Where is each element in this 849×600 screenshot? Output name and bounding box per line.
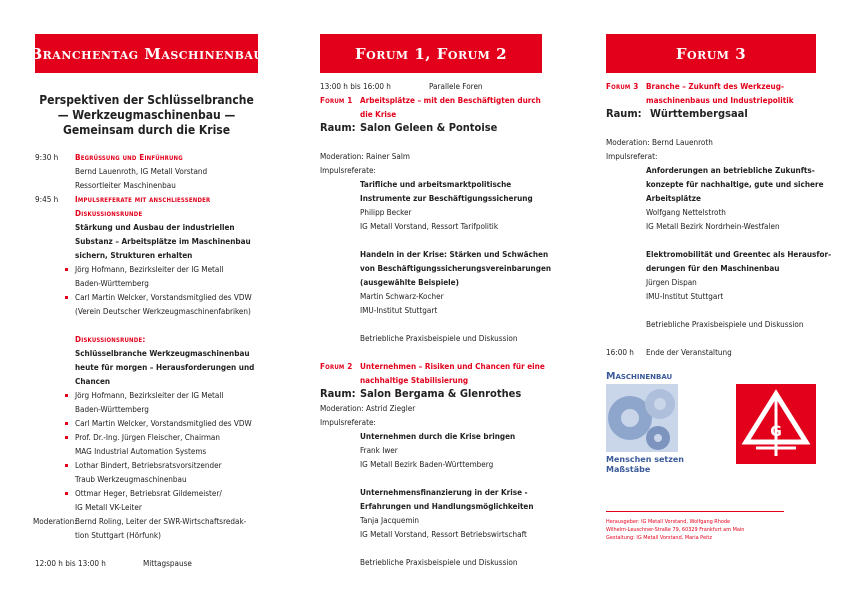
impulsreferate-label: Impulsreferate: [320, 417, 376, 427]
text-line: Bernd Lauenroth, IG Metall Vorstand [75, 166, 208, 176]
time-945: 9:45 h [35, 194, 59, 204]
speaker-line: Wolfgang Nettelstroth [646, 207, 726, 217]
speaker-line: Lothar Bindert, Betriebsratsvorsitzender [75, 460, 222, 470]
speaker-line: Jürgen Dispan [646, 277, 697, 287]
speaker-line: IG Metall Bezirk Nordrhein-Westfalen [646, 221, 780, 231]
speaker-line: Carl Martin Welcker, Vorstandsmitglied des VDW [75, 292, 252, 302]
forum-1-label: Forum 1 [320, 95, 353, 105]
forum-1-title: Arbeitsplätze – mit den Beschäftigten durch [360, 95, 541, 105]
time-1600: 16:00 h [606, 347, 634, 357]
impulsreferat-label: Impulsreferat: [606, 151, 658, 161]
topic-line: (ausgewählte Beispiele) [360, 277, 459, 287]
speaker-line: Jörg Hofmann, Bezirksleiter der IG Metall [75, 390, 224, 400]
forum-2-title-2: nachhaltige Stabilisierung [360, 375, 469, 385]
speaker-line: Tanja Jacquemin [360, 515, 420, 525]
topic-line: Erfahrungen und Handlungsmöglichkeiten [360, 501, 534, 511]
speaker-line: Ottmar Heger, Betriebsrat Gildemeister/ [75, 488, 222, 498]
discussion-line: Betriebliche Praxisbeispiele und Diskussion [360, 557, 518, 567]
footer-line: Wilhelm-Leuschner-Straße 79, 60329 Frankfurt am Main [606, 527, 745, 533]
topic-line: Instrumente zur Beschäftigungssicherung [360, 193, 533, 203]
main-title-line-2: — Werkzeugmaschinenbau — [57, 108, 236, 122]
header-forum-3: Forum 3 [606, 34, 816, 73]
parallel-foren: Parallele Foren [429, 81, 483, 91]
header-forum-1-2: Forum 1, Forum 2 [320, 34, 542, 73]
end-label: Ende der Veranstaltung [646, 347, 732, 357]
main-title-line-1: Perspektiven der Schlüsselbranche [39, 93, 254, 107]
forum-1-title-2: die Krise [360, 109, 397, 119]
speaker-line: Jörg Hofmann, Bezirksleiter der IG Metall [75, 264, 224, 274]
moderation-label: Moderation: [33, 516, 77, 526]
text-line: Ressortleiter Maschinenbau [75, 180, 176, 190]
logo-slogan-line-1: Menschen setzen [606, 455, 684, 464]
discussion-line: Betriebliche Praxisbeispiele und Diskussion [360, 333, 518, 343]
forum-3-label: Forum 3 [606, 81, 639, 91]
topic-line: Handeln in der Krise: Stärken und Schwächen [360, 249, 549, 259]
topic-line: heute für morgen – Herausforderungen und [75, 362, 255, 372]
time-lunch: 12:00 h bis 13:00 h [35, 558, 106, 568]
header-branchentag: Branchentag Maschinenbau [35, 34, 258, 73]
time-930: 9:30 h [35, 152, 59, 162]
discussion-line: Betriebliche Praxisbeispiele und Diskussion [646, 319, 804, 329]
moderator-line: Bernd Roling, Leiter der SWR-Wirtschaftsredak- [75, 516, 247, 526]
footer-divider [606, 511, 784, 512]
forum-3-title-2: maschinenbaus und Industriepolitik [646, 95, 794, 105]
speaker-line: IMU-Institut Stuttgart [646, 291, 724, 301]
forum-2-label: Forum 2 [320, 361, 353, 371]
main-title-line-3: Gemeinsam durch die Krise [62, 123, 231, 137]
speaker-line: Baden-Württemberg [75, 404, 149, 414]
lunch-label: Mittagspause [143, 558, 192, 568]
svg-text:G: G [770, 424, 782, 440]
speaker-line: IG Metall Vorstand, Ressort Betriebswirtschaft [360, 529, 527, 539]
speaker-line: Martin Schwarz-Kocher [360, 291, 444, 301]
speaker-line: IG Metall VK-Leiter [75, 502, 142, 512]
speaker-line: (Verein Deutscher Werkzeugmaschinenfabriken) [75, 306, 251, 316]
ig-metall-logo [736, 384, 816, 464]
bullet [65, 436, 68, 439]
speaker-line: Philipp Becker [360, 207, 412, 217]
topic-line: Unternehmensfinanzierung in der Krise - [360, 487, 528, 497]
forum-2-title: Unternehmen – Risiken und Chancen für eine [360, 361, 545, 371]
gears-icon [606, 384, 678, 452]
speaker-line: Carl Martin Welcker, Vorstandsmitglied des VDW [75, 418, 252, 428]
topic-line: Anforderungen an betriebliche Zukunfts- [646, 165, 815, 175]
maschinenbau-logo [606, 371, 684, 487]
bullet [65, 296, 68, 299]
moderation-line: Moderation: Bernd Lauenroth [606, 137, 713, 147]
topic-line: konzepte für nachhaltige, gute und sichere [646, 179, 824, 189]
bullet [65, 268, 68, 271]
bullet [65, 492, 68, 495]
speaker-line: IG Metall Bezirk Baden-Württemberg [360, 459, 494, 469]
column-branchentag [29, 34, 264, 568]
logo-slogan-line-2: Maßstäbe [606, 465, 651, 474]
bullet [65, 422, 68, 425]
section-impulsreferate-2: Diskussionsrunde [75, 208, 143, 218]
moderation-line: Moderation: Rainer Salm [320, 151, 410, 161]
speaker-line: Traub Werkzeugmaschinenbau [75, 474, 187, 484]
bullet [65, 464, 68, 467]
topic-line: Schlüsselbranche Werkzeugmaschinenbau [75, 348, 250, 358]
logo-top-text: Maschinenbau [606, 371, 673, 382]
speaker-line: IMU-Institut Stuttgart [360, 305, 438, 315]
topic-line: sichern, Strukturen erhalten [75, 250, 193, 260]
speaker-line: Frank Iwer [360, 445, 398, 455]
room-forum-2: Salon Bergama & Glenrothes [360, 387, 522, 400]
topic-line: Substanz – Arbeitsplätze im Maschinenbau [75, 236, 251, 246]
room-label: Raum: [320, 121, 356, 134]
bullet [65, 394, 68, 397]
speaker-line: Baden-Württemberg [75, 278, 149, 288]
footer-line: Gestaltung: IG Metall Vorstand, Maria Peitz [606, 535, 712, 541]
moderator-line: tion Stuttgart (Hörfunk) [75, 530, 161, 540]
topic-line: von Beschäftigungssicherungsvereinbarungen [360, 263, 552, 273]
speaker-line: Prof. Dr.-Ing. Jürgen Fleischer, Chairman [75, 432, 220, 442]
topic-line: Arbeitsplätze [646, 193, 701, 203]
topic-line: Stärkung und Ausbau der industriellen [75, 222, 235, 232]
topic-line: Elektromobilität und Greentec als Herausfor- [646, 249, 832, 259]
topic-line: Tarifliche und arbeitsmarktpolitische [360, 179, 512, 189]
speaker-line: MAG Industrial Automation Systems [75, 446, 207, 456]
topic-line: Chancen [75, 376, 111, 386]
logo-slogan [606, 455, 684, 475]
room-label: Raum: [606, 107, 642, 120]
moderation-line: Moderation: Astrid Ziegler [320, 403, 416, 413]
impulsreferate-label: Impulsreferate: [320, 165, 376, 175]
ig-metall-emblem-icon [736, 384, 816, 464]
column-forum-3 [606, 34, 832, 357]
time-1300: 13:00 h bis 16:00 h [320, 81, 391, 91]
room-label: Raum: [320, 387, 356, 400]
section-diskussionsrunde: Diskussionsrunde: [75, 334, 146, 344]
topic-line: Unternehmen durch die Krise bringen [360, 431, 516, 441]
column-forum-1-2 [320, 34, 552, 567]
section-begruessung: Begrüßung und Einführung [75, 152, 183, 162]
forum-3-title: Branche – Zukunft des Werkzeug- [646, 81, 784, 91]
topic-line: derungen für den Maschinenbau [646, 263, 780, 273]
speaker-line: IG Metall Vorstand, Ressort Tarifpolitik [360, 221, 499, 231]
footer-line: Herausgeber: IG Metall Vorstand, Wolfgang Rhode [606, 519, 731, 525]
room-forum-1: Salon Geleen & Pontoise [360, 121, 498, 134]
room-forum-3: Württembergsaal [650, 107, 748, 120]
section-impulsreferate: Impulsreferate mit anschliessender [75, 194, 211, 204]
